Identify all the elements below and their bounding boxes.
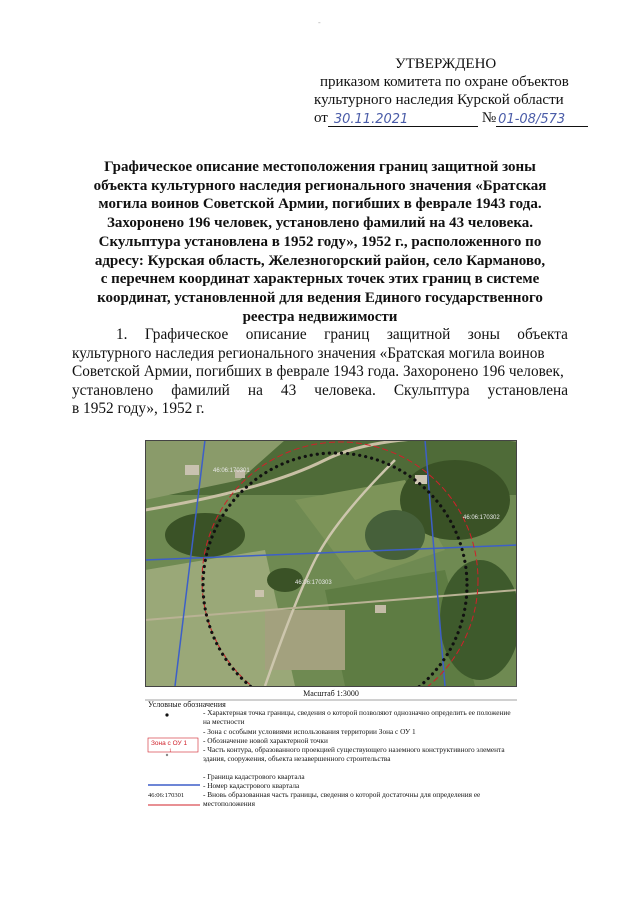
legend-item: - Характерная точка границы, сведения о которой позволяют однозначно определить ее положение на местности [203, 708, 511, 726]
paragraph-line [72, 382, 568, 401]
approval-date-handwritten: 30.11.2021 [333, 112, 409, 127]
paragraph-line [72, 363, 568, 382]
legend-zone-symbol-text: Зона с ОУ 1 [151, 740, 188, 747]
paragraph-word: фамилий [171, 381, 230, 399]
paragraph-word: защитной [386, 326, 451, 343]
approval-date-number [314, 109, 600, 127]
heading-line: могила воинов Советской Армии, погибших в феврале 1943 года. [98, 196, 542, 213]
legend-item: - Вновь образованная часть границы, сведения о которой достаточны для определения ее местоположения [203, 790, 481, 808]
paragraph-word: 1. [116, 326, 128, 343]
approval-number-label: № [481, 110, 497, 126]
legend-item: - Зона с особыми условиями использования территории Зона с ОУ 1 [203, 727, 416, 736]
scan-mark: - [318, 18, 321, 27]
paragraph-line [72, 326, 568, 345]
legend-zone-symbol [151, 740, 187, 747]
legend-item: - Номер кадастрового квартала [203, 781, 300, 790]
map-label-block-center: 46:06:170303 [295, 580, 332, 586]
heading-line: Захоронено 196 человек, установлено фамилий на 43 человека. [107, 215, 533, 232]
heading-line: объекта культурного наследия регионального значения «Братская [93, 177, 547, 194]
approval-title: УТВЕРЖДЕНО [395, 56, 497, 72]
approval-number-handwritten: 01-08/573 [498, 112, 566, 127]
approval-line-committee: приказом комитета по охране объектов [320, 74, 569, 90]
paragraph-1 [72, 326, 568, 419]
heading-line: координат, установленной для ведения Единого государственного [97, 289, 543, 306]
legend-new-point-symbol [166, 754, 168, 756]
aerial-photo [145, 440, 517, 718]
heading-line: Скульптура установлена в 1952 году», 1952 г., расположенного по [98, 233, 542, 250]
map-label-block-right: 46:06:170302 [463, 515, 500, 521]
map-label-block-top: 46:06:170301 [213, 468, 250, 474]
paragraph-line [72, 400, 568, 419]
paragraph-word: 43 [280, 381, 297, 399]
heading-line: с перечнем координат характерных точек этих границ в системе [100, 271, 540, 288]
paragraph-line [72, 345, 568, 364]
paragraph-text: Советской Армии, погибших в феврале 1943 года. Захоронено 196 человек, [72, 363, 564, 380]
approval-number-field [496, 110, 588, 127]
approval-date-field [328, 110, 478, 127]
heading-line: адресу: Курская область, Железногорский район, село Карманово, [94, 252, 546, 269]
paragraph-word: на [247, 381, 263, 399]
approval-from-label: от [314, 110, 328, 126]
paragraph-word: зоны [467, 326, 500, 343]
paragraph-word: установлена [487, 381, 568, 399]
approval-block [300, 55, 600, 127]
legend-item: - Часть контура, образованного проекцией существующего наземного конструктивного элемента здания, сооружения, объекта незавершенного строительства [203, 745, 505, 763]
approval-line-region: культурного наследия Курской области [314, 92, 564, 108]
map-scale: Масштаб 1:3000 [303, 689, 359, 698]
map-figure [145, 440, 517, 820]
legend-item: - Обозначение новой характерной точки [203, 736, 328, 745]
paragraph-word: объекта [517, 326, 568, 343]
paragraph-word: установлено [72, 381, 154, 399]
paragraph-word: описание [245, 326, 307, 343]
document-heading [60, 158, 580, 326]
paragraph-word: человека. [314, 381, 376, 399]
paragraph-word: Скульптура [393, 381, 470, 399]
legend-item: - Граница кадастрового квартала [203, 772, 305, 781]
legend-block-number-symbol: 46:06:170301 [148, 792, 185, 799]
heading-line: реестра недвижимости [242, 308, 398, 325]
paragraph-word: Графическое [144, 326, 229, 343]
legend-point-symbol [165, 713, 168, 716]
paragraph-text: в 1952 году», 1952 г. [72, 400, 205, 417]
legend-zone-symbol-sub: 1 [169, 749, 172, 754]
paragraph-text: культурного наследия регионального значения «Братская могила воинов [72, 344, 545, 362]
heading-line: Графическое описание местоположения границ защитной зоны [104, 159, 536, 175]
paragraph-word: границ [324, 326, 370, 343]
legend-title: Условные обозначения [148, 700, 226, 709]
